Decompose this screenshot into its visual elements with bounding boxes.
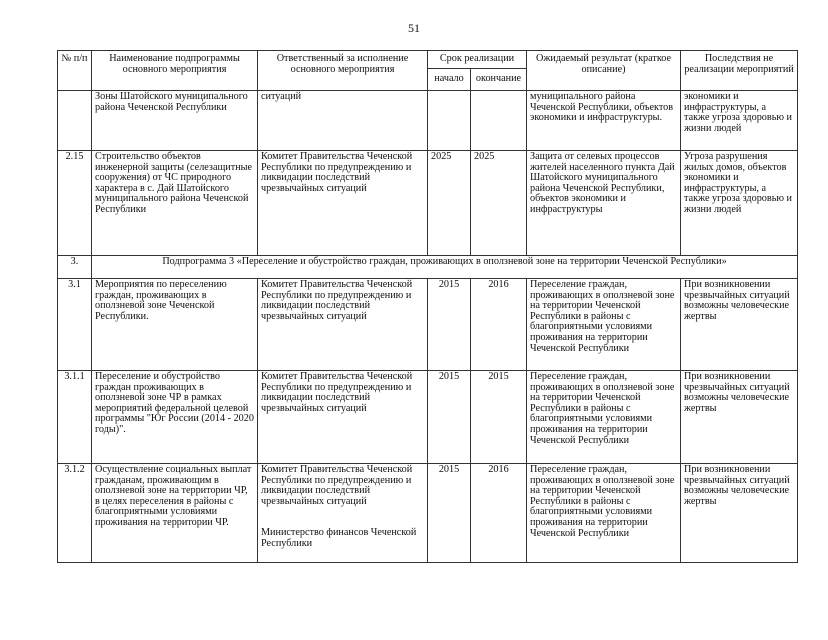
row-consequences: При возникновении чрезвычайных ситуаций возможны человеческие жертвы: [681, 279, 798, 371]
row-end: 2016: [471, 464, 527, 563]
page-number: 51: [408, 21, 420, 35]
row-result: Защита от селевых процессов жителей населенного пункта Дай Шатойского муниципального района Чеченской Республики, объектов экономики и инфраструктуры: [527, 151, 681, 256]
table-row: [58, 464, 798, 563]
row-name: Строительство объектов инженерной защиты (селезащитные сооружения) от ЧС природного характера в с. Дай Шатойского муниципального района Чеченской Республики: [92, 151, 258, 256]
responsible-gap: [261, 507, 424, 528]
row-start: 2015: [428, 279, 471, 371]
section-row: [58, 256, 798, 279]
row-start: 2015: [428, 464, 471, 563]
row-start: 2025: [428, 151, 471, 256]
row-start: [428, 91, 471, 151]
header-name: Наименование подпрограммы основного мероприятия: [92, 51, 258, 91]
row-num: 3.1.2: [58, 464, 92, 563]
table-row: [58, 151, 798, 256]
row-num: 2.15: [58, 151, 92, 256]
responsible-primary: Комитет Правительства Чеченской Республики по предупреждению и ликвидации последствий чрезвычайных ситуаций: [261, 279, 413, 322]
header-result: Ожидаемый результат (краткое описание): [527, 51, 681, 91]
row-end: 2025: [471, 151, 527, 256]
row-consequences: При возникновении чрезвычайных ситуаций возможны человеческие жертвы: [681, 464, 798, 563]
table-row: [58, 279, 798, 371]
row-result: Переселение граждан, проживающих в оползневой зоне на территории Чеченской Республики в районы с благоприятными условиями проживания на территории Чеченской Республики: [527, 464, 681, 563]
row-result: муниципального района Чеченской Республики, объектов экономики и инфраструктуры.: [527, 91, 681, 151]
row-responsible: [258, 464, 428, 563]
table-row: [58, 371, 798, 464]
row-end: 2016: [471, 279, 527, 371]
responsible-primary: Комитет Правительства Чеченской Республики по предупреждению и ликвидации последствий чрезвычайных ситуаций: [261, 464, 413, 507]
header-period: Срок реализации: [428, 51, 527, 69]
row-name: Осуществление социальных выплат гражданам, проживающим в оползневой зоне на территории ЧР, в целях переселения в районы с благоприятными условиями проживания на территории ЧР.: [92, 464, 258, 563]
responsible-secondary: Министерство финансов Чеченской Республики: [261, 527, 417, 549]
row-responsible: ситуаций: [258, 91, 428, 151]
row-start: 2015: [428, 371, 471, 464]
row-responsible: [258, 279, 428, 371]
header-start: начало: [428, 69, 471, 91]
section-num: 3.: [58, 256, 92, 279]
table-row: [58, 91, 798, 151]
responsible-primary: Комитет Правительства Чеченской Республики по предупреждению и ликвидации последствий чрезвычайных ситуаций: [261, 371, 413, 414]
row-name: Переселение и обустройство граждан проживающих в оползневой зоне ЧР в рамках мероприятий федеральной целевой программы "Юг России (2014 - 2020 годы)".: [92, 371, 258, 464]
row-end: 2015: [471, 371, 527, 464]
row-consequences: Угроза разрушения жилых домов, объектов экономики и инфраструктуры, а также угроза здоровью и жизни людей: [681, 151, 798, 256]
program-table: [57, 50, 798, 563]
header-row: [58, 51, 798, 69]
row-name: Мероприятия по переселению граждан, проживающих в оползневой зоне Чеченской Республики.: [92, 279, 258, 371]
row-num: 3.1: [58, 279, 92, 371]
row-result: Переселение граждан, проживающих в оползневой зоне на территории Чеченской Республики в районы с благоприятными условиями проживания на территории Чеченской Республики: [527, 371, 681, 464]
row-consequences: экономики и инфраструктуры, а также угроза здоровью и жизни людей: [681, 91, 798, 151]
row-num: 3.1.1: [58, 371, 92, 464]
section-title: Подпрограмма 3 «Переселение и обустройство граждан, проживающих в оползневой зоне на территории Чеченской Республики»: [92, 256, 798, 279]
row-name: Зоны Шатойского муниципального района Чеченской Республики: [92, 91, 258, 151]
header-end: окончание: [471, 69, 527, 91]
row-result: Переселение граждан, проживающих в оползневой зоне на территории Чеченской Республики в районы с благоприятными условиями проживания на территории Чеченской Республики: [527, 279, 681, 371]
header-num: № п/п: [58, 51, 92, 91]
row-num: [58, 91, 92, 151]
header-consequences: Последствия не реализации мероприятий: [681, 51, 798, 91]
row-consequences: При возникновении чрезвычайных ситуаций возможны человеческие жертвы: [681, 371, 798, 464]
row-responsible: [258, 371, 428, 464]
row-end: [471, 91, 527, 151]
header-responsible: Ответственный за исполнение основного мероприятия: [258, 51, 428, 91]
row-responsible: Комитет Правительства Чеченской Республики по предупреждению и ликвидации последствий чрезвычайных ситуаций: [258, 151, 428, 256]
